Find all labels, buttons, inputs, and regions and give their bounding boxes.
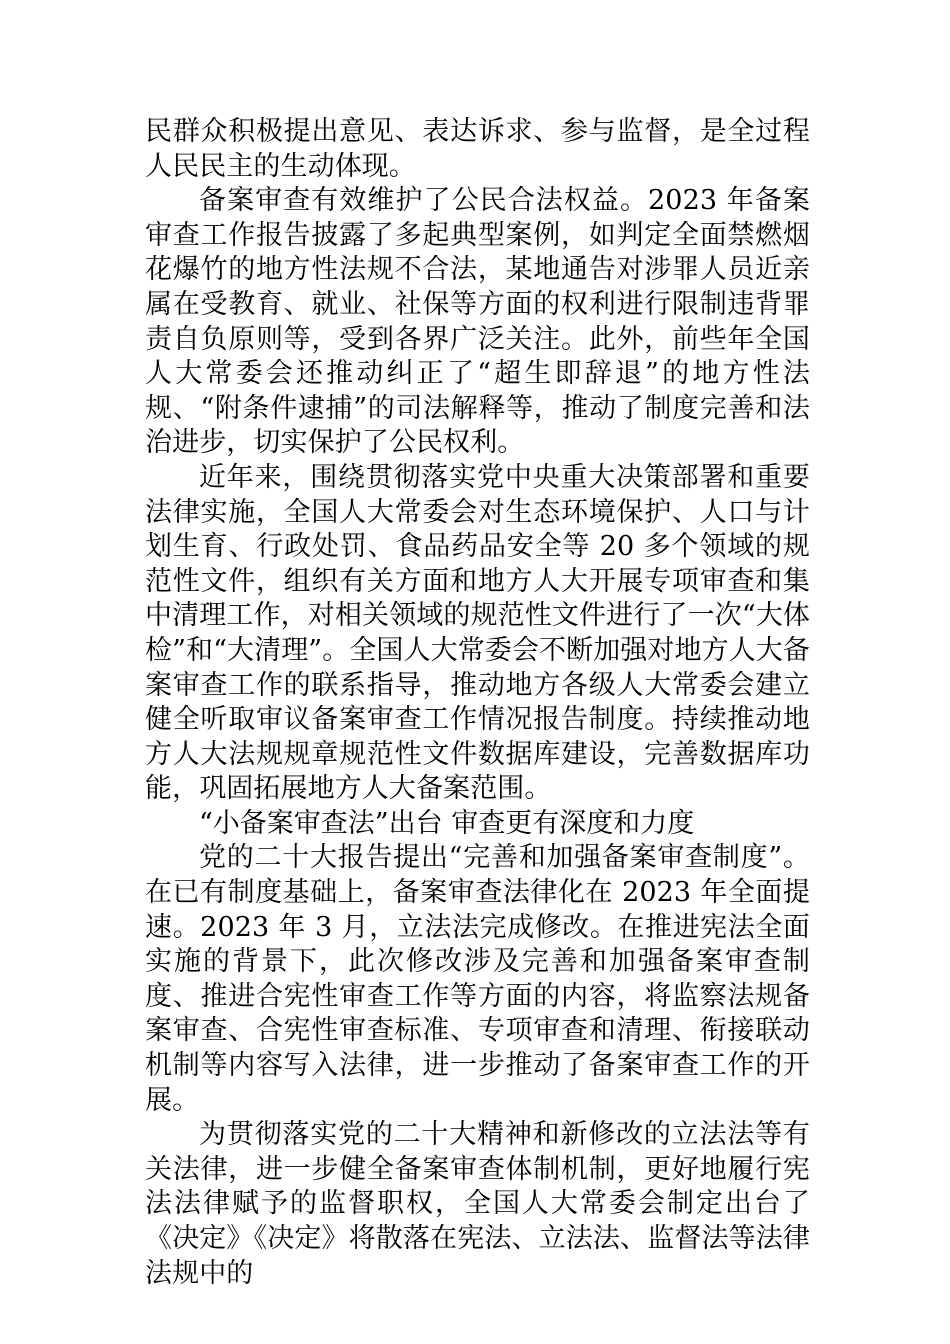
section-subheading: “小备案审查法”出台 审查更有深度和力度	[199, 807, 695, 839]
paragraph-special-review: 近年来，围绕贯彻落实党中央重大决策部署和重要法律实施，全国人大常委会对生态环境保护、人口与计划生育、行政处罚、食品药品安全等 20 多个领域的规范性文件，组织有关方面和地方人大开展专项审查和集中清理工作，对相关领域的规范性文件进行了一次“大体检”和“大清理”。全国人大常委会不断加强对地方人大备案审查工作的联系指导，推动地方各级人大常委会建立健全听取审议备案审查工作情况报告制度。持续推动地方人大法规规章规范性文件数据库建设，完善数据库功能，巩固拓展地方人大备案范围。	[145, 461, 811, 805]
paragraph-continued: 民群众积极提出意见、表达诉求、参与监督，是全过程人民民主的生动体现。	[145, 116, 810, 182]
paragraph-legalization: 党的二十大报告提出“完善和加强备案审查制度”。在已有制度基础上，备案审查法律化在 2023 年全面提速。2023 年 3 月，立法法完成修改。在推进宪法全面实施的背景下，此次修改涉及完善和加强备案审查制度、推进合宪性审查工作等方面的内容，将监察法规备案审查、合宪性审查标准、专项审查和清理、衔接联动机制等内容写入法律，进一步推动了备案审查工作的开展。	[145, 842, 810, 1116]
document-body	[145, 115, 810, 1291]
paragraph-case-examples: 备案审查有效维护了公民合法权益。2023 年备案审查工作报告披露了多起典型案例，如判定全面禁燃烟花爆竹的地方性法规不合法，某地通告对涉罪人员近亲属在受教育、就业、社保等方面的权利进行限制违背罪责自负原则等，受到各界广泛关注。此外，前些年全国人大常委会还推动纠正了“超生即辞退”的地方性法规、“附条件逮捕”的司法解释等，推动了制度完善和法治进步，切实保护了公民权利。	[145, 185, 810, 459]
paragraph-decision: 为贯彻落实党的二十大精神和新修改的立法法等有关法律，进一步健全备案审查体制机制，更好地履行宪法法律赋予的监督职权，全国人大常委会制定出台了《决定》《决定》将散落在宪法、立法法、监督法等法律法规中的	[145, 1119, 810, 1289]
